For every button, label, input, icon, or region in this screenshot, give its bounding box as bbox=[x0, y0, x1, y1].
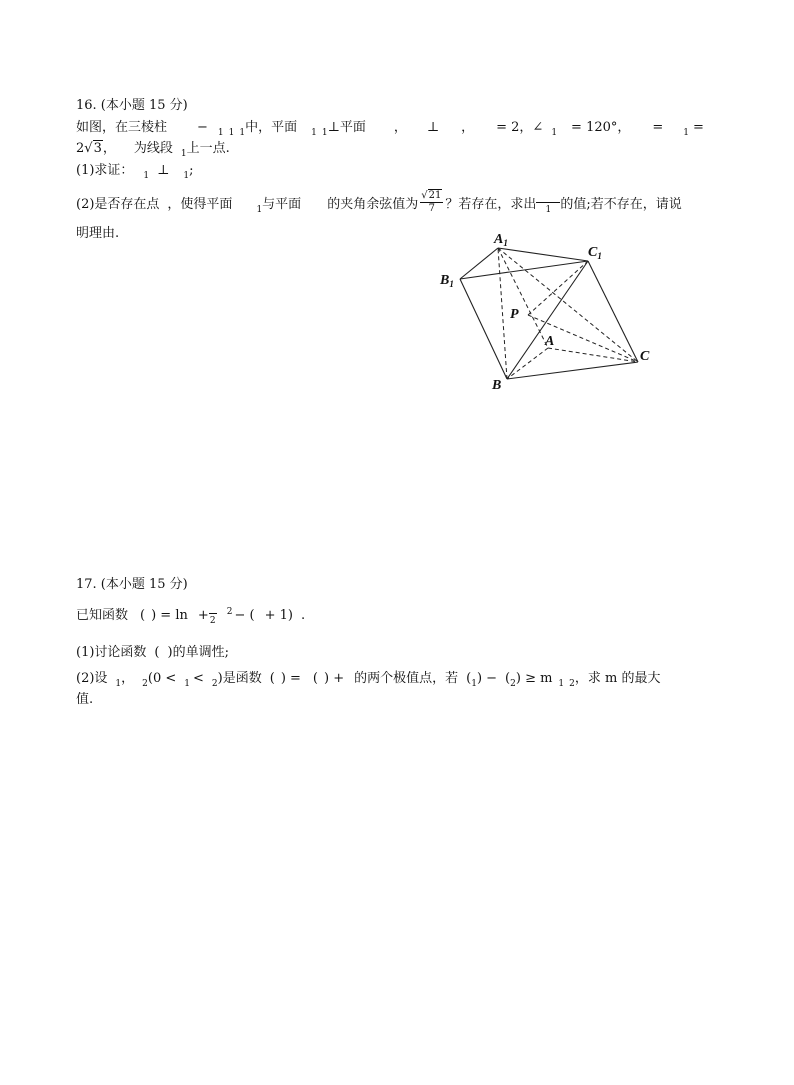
text: 2 bbox=[76, 141, 85, 156]
text: < bbox=[193, 671, 204, 686]
text: ⊥平面 bbox=[327, 120, 366, 135]
text: ) + bbox=[324, 671, 345, 686]
text: − ( bbox=[234, 608, 255, 623]
fraction-over-2 bbox=[209, 613, 217, 626]
q17-line-2 bbox=[76, 645, 229, 661]
sqrt-sign: √ bbox=[421, 190, 428, 201]
text: + bbox=[197, 608, 209, 623]
subscript: 1 bbox=[321, 128, 328, 138]
text: ， bbox=[461, 120, 475, 135]
edge-BA1 bbox=[498, 248, 507, 379]
radicand: 3 bbox=[93, 141, 102, 156]
subscript: 1 bbox=[311, 128, 317, 138]
subscript: 1 bbox=[239, 128, 246, 138]
text: (0 < bbox=[147, 671, 177, 686]
q17-line-4: 值. bbox=[76, 692, 94, 707]
text: ( bbox=[312, 671, 318, 686]
subscript: 1 bbox=[143, 171, 150, 181]
text: (1)求证： bbox=[76, 163, 134, 178]
subscript: 1 bbox=[558, 679, 565, 689]
text: ( bbox=[140, 608, 146, 623]
subscript: 2 bbox=[510, 679, 516, 689]
text: ( bbox=[466, 671, 472, 686]
denominator: 2 bbox=[209, 616, 216, 626]
blank-fraction bbox=[536, 202, 560, 215]
text: 如图，在三棱柱 bbox=[76, 120, 168, 135]
edge-C1C bbox=[588, 261, 638, 362]
q16-line-4 bbox=[76, 192, 682, 217]
text: 为线段 bbox=[133, 141, 173, 156]
text: 上一点. bbox=[186, 141, 230, 156]
text: ，使得平面 bbox=[167, 197, 233, 212]
text: ⊥ bbox=[157, 163, 170, 178]
text: ) = bbox=[280, 671, 301, 686]
subscript: 1 bbox=[180, 149, 187, 159]
subscript: 1 bbox=[228, 128, 235, 138]
q17-line-3 bbox=[76, 671, 660, 688]
radicand: 21 bbox=[428, 190, 442, 201]
text: 的值;若不存在，请说 bbox=[560, 197, 682, 212]
subscript: 1 bbox=[551, 128, 558, 138]
label-C1: $C_1$ bbox=[588, 245, 602, 261]
text: ; bbox=[189, 163, 194, 178]
text: )的单调性; bbox=[167, 645, 229, 660]
text: 的两个极值点，若 bbox=[354, 671, 459, 686]
label-C: C bbox=[640, 349, 650, 364]
label-B: B bbox=[492, 378, 502, 393]
subscript: 1 bbox=[183, 171, 190, 181]
fraction-sqrt21-over-7 bbox=[420, 190, 443, 215]
text: )是函数 bbox=[217, 671, 262, 686]
subscript: 1 bbox=[217, 128, 224, 138]
subscript: 2 bbox=[142, 679, 148, 689]
text: (1)讨论函数 bbox=[76, 645, 147, 660]
q17-header: 17. (本小题 15 分) bbox=[76, 577, 188, 592]
text: = bbox=[693, 120, 704, 135]
text: + 1) bbox=[264, 608, 293, 623]
text: = 2，∠ bbox=[496, 120, 544, 135]
text: 中，平面 bbox=[245, 120, 298, 135]
text: ⊥ bbox=[426, 120, 440, 135]
superscript: 2 bbox=[226, 607, 233, 617]
sqrt-sign: √ bbox=[84, 141, 93, 156]
subscript: 1 bbox=[683, 128, 690, 138]
edge-A1A bbox=[498, 248, 548, 348]
subscript: 1 bbox=[471, 679, 477, 689]
label-B1: $B_1$ bbox=[440, 273, 454, 289]
text: ， bbox=[393, 120, 407, 135]
text: = 120°， bbox=[571, 120, 631, 135]
text: ？若存在，求出 bbox=[445, 197, 537, 212]
text: (2)是否存在点 bbox=[76, 197, 160, 212]
q16-line-1 bbox=[76, 120, 704, 137]
text: ， bbox=[121, 671, 135, 686]
q17-line-1 bbox=[76, 606, 305, 627]
q16-line-3 bbox=[76, 163, 194, 180]
text: (2)设 bbox=[76, 671, 108, 686]
edge-AC bbox=[548, 348, 638, 362]
edge-A1C bbox=[498, 248, 638, 362]
q16-line-2 bbox=[76, 141, 230, 158]
text: . bbox=[300, 608, 306, 623]
label-A: A bbox=[545, 334, 555, 349]
text: 的夹角余弦值为 bbox=[327, 197, 419, 212]
subscript: 2 bbox=[211, 679, 218, 689]
edge-BC bbox=[507, 362, 638, 379]
text: ( bbox=[505, 671, 511, 686]
label-P: P bbox=[510, 307, 519, 322]
subscript: 1 bbox=[256, 205, 263, 215]
q16-line-5: 明理由. bbox=[76, 226, 120, 241]
text: 已知函数 bbox=[76, 608, 129, 623]
text: ， bbox=[102, 141, 116, 156]
text: ( bbox=[269, 671, 275, 686]
text: = bbox=[652, 120, 664, 135]
edge-PC1 bbox=[528, 261, 588, 315]
label-A1: $A_1$ bbox=[494, 232, 508, 248]
text: ( bbox=[154, 645, 160, 660]
text: ) = ln bbox=[151, 608, 188, 623]
edge-BC1 bbox=[507, 261, 588, 379]
text: − bbox=[197, 120, 208, 135]
text: ，求 m 的最大 bbox=[574, 671, 661, 686]
text: ) − bbox=[476, 671, 498, 686]
text: 与平面 bbox=[262, 197, 302, 212]
subscript: 1 bbox=[115, 679, 122, 689]
edge-B1B bbox=[460, 279, 507, 379]
q16-header: 16. (本小题 15 分) bbox=[76, 98, 188, 113]
prism-figure bbox=[430, 226, 660, 396]
subscript: 2 bbox=[569, 679, 575, 689]
text: ) ≥ m bbox=[515, 671, 553, 686]
denominator: 7 bbox=[428, 203, 435, 214]
subscript: 1 bbox=[184, 679, 191, 689]
denominator: 1 bbox=[545, 205, 552, 215]
